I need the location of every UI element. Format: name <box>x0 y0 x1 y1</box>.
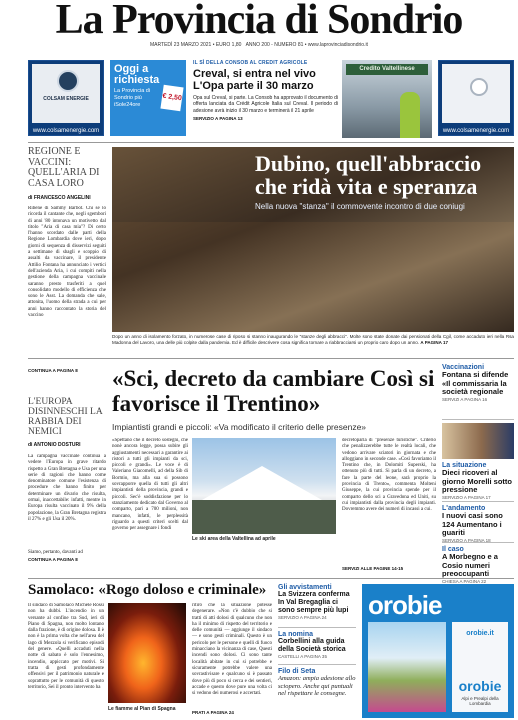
orobie-cover-photo <box>368 622 446 712</box>
promo-price: € 2,50 <box>160 85 183 112</box>
editorial-europa[interactable] <box>28 397 106 572</box>
brief-avvistamenti[interactable] <box>278 584 356 628</box>
top-story-headline[interactable]: Creval, si entra nel vivo L'Opa parte il 30 marzo <box>193 68 316 92</box>
sidebar-headline[interactable]: A Morbegno e a Cosio numeri preoccupanti <box>442 552 498 578</box>
dubino-caption-text: Dopo un anno di isolamento forzato, in numerose case di riposo si stanno inaugurando le "stanze degli abbracci". Molte sono state donate dai pensionati della Cgil, come accaduto ieri nella Rsa Madonna del Lavoro, una delle più colpite dalla pandemia. Ed è difficile descrivere cosa significa tornare a riabbracciarsi un proprio caro dopo un anno. <box>112 334 514 345</box>
ad-left[interactable] <box>28 60 104 136</box>
orobie-right-panel <box>452 622 508 712</box>
sci-headline[interactable]: «Sci, decreto da cambiare Così si favorisce il Trentino» <box>112 366 435 416</box>
sidebar-cat: Vaccinazioni <box>442 364 485 371</box>
brief-cat: Gli avvistamenti <box>278 584 332 591</box>
editorial-europa-more[interactable]: CONTINUA A PAGINA 8 <box>28 557 78 563</box>
sidebar-cat: La situazione <box>442 462 487 469</box>
sidebar-item-vaccinazioni[interactable] <box>442 364 514 420</box>
sidebar-cat: Il caso <box>442 546 464 553</box>
brief-filo-di-seta[interactable] <box>278 668 356 698</box>
brief-cat: La nomina <box>278 631 314 638</box>
person-figure <box>400 92 420 138</box>
editorial-regione-title[interactable]: REGIONE E VACCINI: QUELL'ARIA DI CASA LORO <box>28 146 100 189</box>
lightbulb-icon <box>470 78 488 96</box>
sidebar-item-situazione[interactable] <box>442 462 514 502</box>
brief-ref[interactable]: CASTELLI A PAGINA 35 <box>278 654 327 659</box>
bank-sign: Credito Valtellinese <box>346 64 428 75</box>
promo-text: La Provincia di Sondrio più iSole24ore <box>114 88 151 108</box>
divider <box>28 578 514 579</box>
sci-col2-text: decretoparla di "presenze turistiche". Criterio che penalizzerebbe tutte le realtà locali, che vedono arrivare sciatori in giornata e che alloggiano in seconde case. «Così favoriamo il Trentino che, in Dolomiti Superski, ha ottenuto più di tutti. Si parla di un decreto, a fare la parte del leone, sarà proprio la provincia di Trento», commenta Molteni Giuseppe, la cui provincia spende per il comparto dello sci a Gravedona ed Uniti, su cui impiantisti dalla provincia degli impianti. Dovremmo avere dei numeri di incassi a cui. <box>342 438 436 513</box>
dateline-issue: ANNO 200 - NUMERO 81 • www.laprovinciadisondrio.it <box>245 42 368 48</box>
sidebar-ref[interactable]: SERVIZIO A PAGINA 17 <box>442 494 491 500</box>
brief-headline[interactable]: La Svizzera conferma In Val Bregaglia ci sono sempre più lupi <box>278 591 350 614</box>
ad-right-site[interactable]: www.colsamenergie.com <box>442 128 510 134</box>
editorial-europa-text: La campagna vaccinale continua a vedere l'Europa in grave ritardo rispetto a Gran Bretagna e Usa per una serie di ragioni che hanno come denominatore comune l'esistenza di procedure che hanno finito per determinare un divario che risulta, ormai, inaccettabile: infatti, mentre in Europa risulta vaccinato il 9% della popolazione, la Gran Bretagna registra il 27% e gli Usa il 20%. <box>28 454 106 522</box>
editorial-europa-title[interactable]: L'EUROPA DISINNESCHI LA RABBIA DEI NEMICI <box>28 397 103 437</box>
editorial-regione-more[interactable]: CONTINUA A PAGINA 8 <box>28 368 78 373</box>
editorial-europa-text2: Siamo, pertanto, davanti ad <box>28 550 83 555</box>
brief-nomina[interactable] <box>278 631 356 665</box>
divider <box>28 358 514 359</box>
top-story[interactable] <box>193 60 338 138</box>
sidebar-headline[interactable]: I nuovi casi sono 124 Aumentano i guariti <box>442 511 503 537</box>
sidebar-item-caso[interactable] <box>442 546 514 582</box>
editorial-regione-author: di FRANCESCO ANGELINI <box>28 195 91 201</box>
samolaco-photo <box>108 603 186 703</box>
sidebar-ref[interactable]: SERVIZI A PAGINA 16 <box>442 396 488 402</box>
dubino-caption-ref[interactable]: A PAGINA 17 <box>420 339 448 345</box>
samolaco-ref[interactable]: PRATI A PAGINA 24 <box>192 710 234 715</box>
forest-shape <box>192 500 336 534</box>
promo-box[interactable] <box>110 60 186 136</box>
brief-ref[interactable]: SERVIZIO A PAGINA 24 <box>278 615 327 620</box>
top-story-photo <box>342 60 432 138</box>
orobie-logo-small: orobie <box>458 678 502 694</box>
briefs <box>278 584 356 698</box>
ad-right-panel <box>442 64 510 123</box>
sidebar-ref[interactable]: SERVIZIO A PAGINA 18 <box>442 537 491 543</box>
top-story-text: Opa sul Creval, si parte. La Consob ha approvato il documento di offerta lanciata da Crédit Agricole Italia sul Creval. Il periodo di adesione avrà inizio il 30 marzo e terminerà il 21 aprile <box>193 95 338 114</box>
sidebar-item-andamento[interactable] <box>442 505 514 543</box>
sci-subhead: Impiantisti grandi e piccoli: «Va modificato il criterio delle presenze» <box>112 422 367 432</box>
brief-headline[interactable]: Amazon: ampia adesione allo sciopero. Anche qui puntuali nel rispettare le consegne. <box>278 675 356 697</box>
sidebar-ref[interactable]: CHIESA A PAGINA 22 <box>442 578 487 584</box>
ad-orobie[interactable] <box>362 584 514 718</box>
sci-col2 <box>342 438 436 578</box>
editorial-regione-text: Ribene di Sammy Barbot. Chi se lo ricorda il cantante che, negli sgembori di anni '80 intonava un motivetto dal titolo "Aria di casa mia"? Di certo l'hanno scordato dalle parti della Regione Lombardia dove ieri, dopo giorni di sequenza di disservizi seguiti a settimane di sbagli e scoppio di assalti da vaccinare, il presidente Attilio Fontana ha annunciato i vertici dell'azienda Aria, i cui compiti nella gestione della campagna vaccinale saranno presto trasferiti a quel consolidato modello di efficienza che sono le Asst. La domanda che sale, attonita, l'uomo della strada a cui per anni hanno raccontato la storia del vaccino <box>28 206 106 319</box>
sci-photo <box>192 438 336 534</box>
ad-right[interactable] <box>438 60 514 136</box>
promo-title: Oggi a richiesta <box>114 63 160 86</box>
divider <box>28 142 514 143</box>
editorial-regione[interactable] <box>28 146 106 373</box>
masthead-title: La Provincia di Sondrio <box>55 0 463 43</box>
lightbulb-icon <box>57 70 79 92</box>
orobie-logo: orobie <box>368 590 442 620</box>
orobie-site[interactable]: orobie.it <box>466 630 494 637</box>
brief-cat: Filo di Seta <box>278 668 316 675</box>
sidebar-headline[interactable]: Fontana si difende «Il commissaria la società regionale <box>442 370 509 396</box>
sci-col1: «Spettano che il decreto sostegni, che nonè ancora legge, possa subire gli aggiustamenti necessari a garantire ai ristori a tutti gli impianti da sci, piccoli e grandi». Le voce è di Valeriano Giacomelli, ad della Sib di Bormio, ma alla sua si possono sovrapporre quella di tutti gli altri impiantisti della provincia, grandi e piccoli. Sec'è soddisfazione per lo stanziamento dedicato dal Governo al comparto, pari a 700 milioni, non mancano, infatti, le perplessità riguardo a questi criteri scelti dal governo per assegnare i fondi <box>112 438 188 532</box>
top-story-ref[interactable]: SERVIZIO A PAGINA 13 <box>193 115 243 121</box>
dateline-date: MARTEDÌ 23 MARZO 2021 • EURO 1,80 <box>150 42 242 48</box>
top-story-kicker: IL SÌ DELLA CONSOB AL CREDIT AGRICOLE <box>193 60 308 66</box>
sci-ref[interactable]: SERVIZI ALLE PAGINE 14-15 <box>342 566 436 571</box>
samolaco-col2: ritiro che la situazione potesse degenerare. «Non c'è dubbio che si tratti di atti dolosi di qualcuno che non ha il minimo di rispetto del territorio e delle comunità — aggiunge il sindaco — e sono gesti criminali. Questo è un pericolo per le persone e quelli di fuoco minacciano la vicinanza di case, Questi incendi sono dolosi. Ci sono tante località abitate in cui si potrebbe e sicuramente potrebbe valere una sovrastivisare e qualcuno si è passato dove più di poco si cerca e dei sentieri, accade e questo dove pure una volta ci si vedono dei numerosi e accertati. <box>192 603 272 697</box>
brief-headline[interactable]: Corbellini alla guida della Società storica <box>278 638 346 653</box>
dubino-headline-area <box>255 152 510 211</box>
sci-caption: Le ski area della Valtellina ad aprile <box>192 536 276 542</box>
ad-left-site[interactable]: www.colsamenergie.com <box>32 128 100 134</box>
samolaco-headline[interactable]: Samolaco: «Rogo doloso e criminale» <box>28 582 267 598</box>
sidebar-photo <box>442 423 514 459</box>
samolaco-caption: Le fiamme al Pian di Spagna <box>108 706 176 712</box>
mountain-shape <box>202 466 322 500</box>
dubino-headline[interactable]: Dubino, quell'abbraccio che ridà vita e speranza <box>255 151 482 199</box>
sidebar <box>442 364 514 582</box>
dubino-caption <box>112 334 514 346</box>
ad-left-panel <box>32 64 100 123</box>
dateline <box>150 42 450 48</box>
dubino-subhead: Nella nuova "stanza" il commovente incontro di due coniugi <box>255 202 465 211</box>
sidebar-headline[interactable]: Dieci ricoveri al giorno Morelli sotto pressione <box>442 468 512 494</box>
samolaco-col1: Il sindaco di Samolaco Michele Rossi non ha dubbi. L'incendio in un versante al confine tra Sud, ieri di Piano di Spagna, non molto lontano dalla frazione, è di origine dolosa. Il è non è la prima volta che nell'area del lago di Mezzola si verificano episodi del genere. «Quelli accaduti nella notte di sabato è solo l'ennesimo, incendio, appiccato per motivi. Si tratta di gesti profondamente offensivi per il patrimonio naturale e soprattutto per le comunità di questo territorio, Sei il pronto intervento ha <box>28 603 104 690</box>
ad-left-brand: COLSAM ENERGIE <box>43 96 89 102</box>
editorial-europa-author: di ANTONIO DOSTURI <box>28 442 81 448</box>
sidebar-cat: L'andamento <box>442 505 486 512</box>
orobie-tagline: Alpi e Prealpi della Lombardia <box>461 696 499 706</box>
